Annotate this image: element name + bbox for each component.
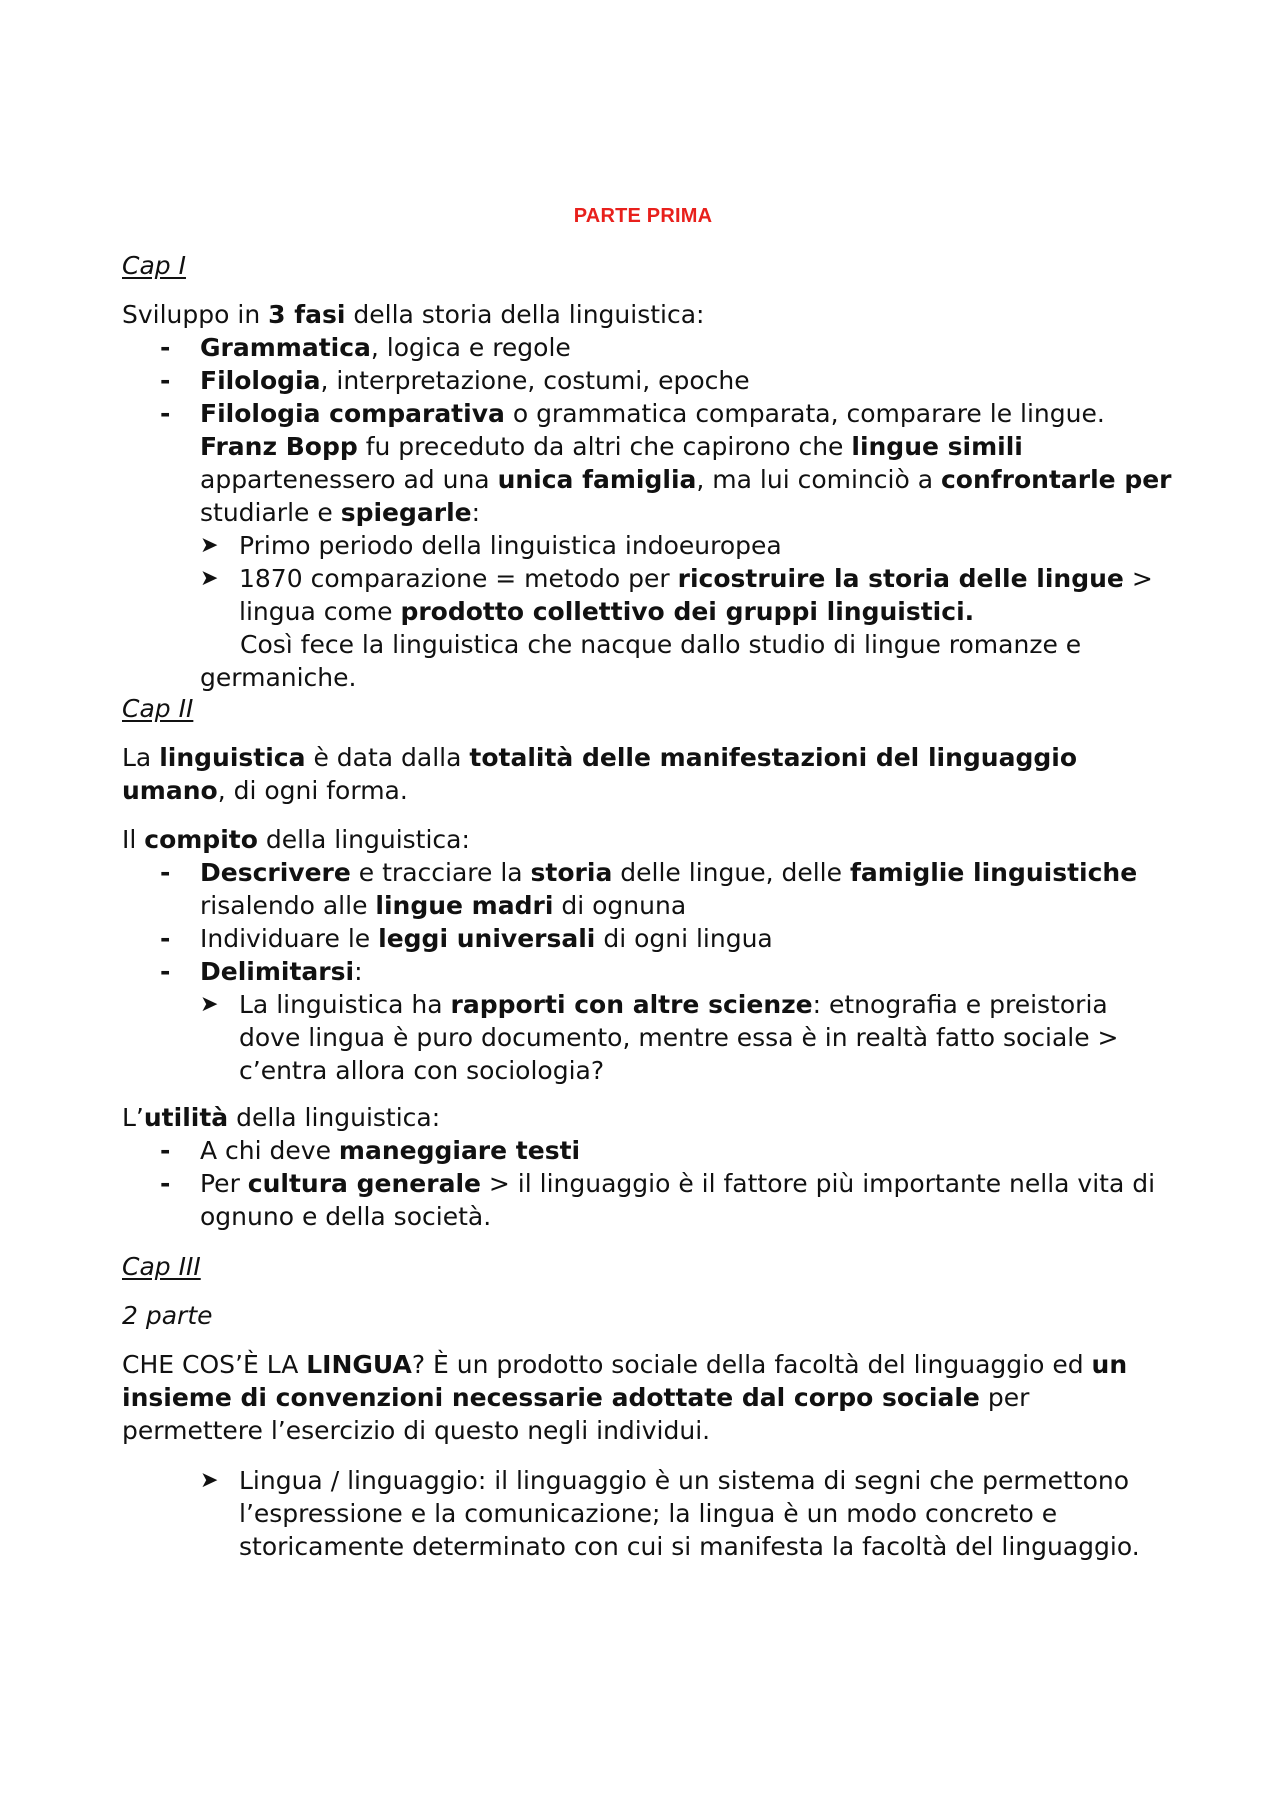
dash-bullet: - <box>160 924 171 953</box>
dash-bullet: - <box>160 957 171 986</box>
list-item: - Per cultura generale > il linguaggio è il fattore più importante nella vita di ognuno e della società. <box>160 1169 1156 1231</box>
arrow-bullet-icon: ➤ <box>200 992 219 1017</box>
closing-line: Così fece la linguistica che nacque dallo studio di lingue romanze e germaniche. <box>200 630 1082 692</box>
cap1-phases-list <box>122 331 1172 694</box>
parte-label: 2 parte <box>122 1301 213 1330</box>
list-item: - Filologia, interpretazione, costumi, epoche <box>160 366 750 395</box>
list-item: - Filologia comparativa o grammatica comparata, comparare le lingue. Franz Bopp fu preceduto da altri che capirono che lingue simili appartenessero ad una unica famiglia, ma lui cominciò a confrontarle per studiarle e spiegarle: <box>160 399 1172 527</box>
dash-bullet: - <box>160 858 171 887</box>
dash-bullet: - <box>160 366 171 395</box>
lingua-definition: CHE COS’È LA LINGUA? È un prodotto sociale della facoltà del linguaggio ed un insieme di convenzioni necessarie adottate dal corpo sociale per permettere l’esercizio di questo negli individui. <box>122 1350 1128 1445</box>
cap2-definition: La linguistica è data dalla totalità delle manifestazioni del linguaggio umano, di ogni forma. <box>122 743 1077 805</box>
arrow-bullet-icon: ➤ <box>200 1468 219 1493</box>
arrow-bullet-icon: ➤ <box>200 566 219 591</box>
sub-list-item: ➤ Lingua / linguaggio: il linguaggio è un sistema di segni che permettono l’espressione e la comunicazione; la lingua è un modo concreto e storicamente determinato con cui si manifesta la facoltà del linguaggio. <box>200 1466 1140 1561</box>
list-item: - Individuare le leggi universali di ogni lingua <box>160 924 773 953</box>
cap1-intro: Sviluppo in 3 fasi della storia della linguistica: <box>122 300 705 329</box>
dash-bullet: - <box>160 1136 171 1165</box>
sub-list-item: ➤ Primo periodo della linguistica indoeuropea <box>200 531 782 560</box>
list-item: - Grammatica, logica e regole <box>160 333 571 362</box>
chapter-heading-1: Cap I <box>122 251 186 280</box>
chapter-heading-3: Cap III <box>122 1252 201 1281</box>
chapter-heading-2: Cap II <box>122 694 194 723</box>
dash-bullet: - <box>160 333 171 362</box>
arrow-bullet-icon: ➤ <box>200 533 219 558</box>
page-title: PARTE PRIMA <box>573 205 713 227</box>
lingua-list <box>122 1464 1172 1563</box>
utilita-intro: L’utilità della linguistica: <box>122 1103 441 1132</box>
list-item: - Descrivere e tracciare la storia delle lingue, delle famiglie linguistiche risalendo alle lingue madri di ognuna <box>160 858 1138 920</box>
list-item: - Delimitarsi: <box>160 957 363 986</box>
utilita-list <box>122 1134 1172 1233</box>
list-item: - A chi deve maneggiare testi <box>160 1136 581 1165</box>
dash-bullet: - <box>160 399 171 428</box>
compito-list <box>122 856 1172 1087</box>
sub-list-item: ➤ 1870 comparazione = metodo per ricostruire la storia delle lingue > lingua come prodotto collettivo dei gruppi linguistici. <box>200 564 1153 626</box>
compito-intro: Il compito della linguistica: <box>122 825 470 854</box>
dash-bullet: - <box>160 1169 171 1198</box>
sub-list-item: ➤ La linguistica ha rapporti con altre scienze: etnografia e preistoria dove lingua è puro documento, mentre essa è in realtà fatto sociale > c’entra allora con sociologia? <box>200 990 1119 1085</box>
bopp-paragraph: Franz Bopp fu preceduto da altri che capirono che lingue simili appartenessero ad una unica famiglia, ma lui cominciò a confrontarle per studiarle e spiegarle: <box>200 432 1172 527</box>
